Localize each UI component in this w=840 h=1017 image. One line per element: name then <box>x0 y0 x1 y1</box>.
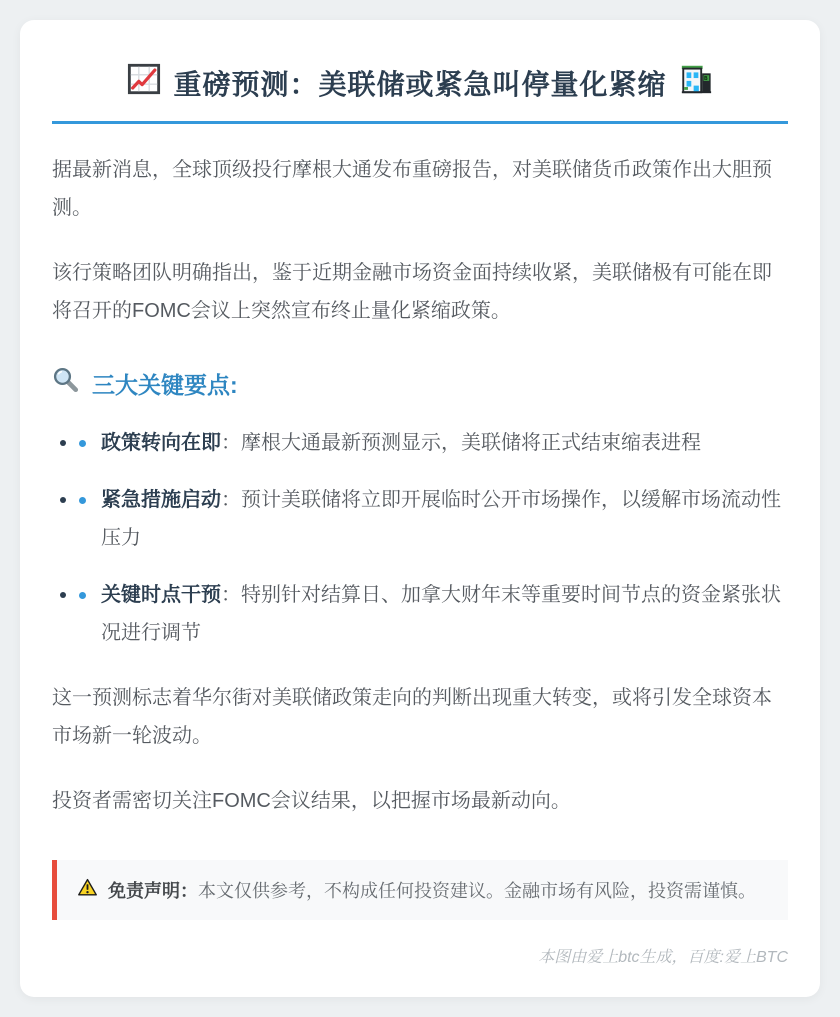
list-item-label: 紧急措施启动 <box>101 489 221 511</box>
article-card <box>20 20 820 997</box>
list-item-body: ：预计美联储将立即开展临时公开市场操作，以缓解市场流动性压力 <box>101 489 781 549</box>
svg-text:B: B <box>703 75 709 82</box>
blue-bullet-dot <box>79 440 86 447</box>
bank-building-icon <box>679 62 713 103</box>
list-item <box>52 424 788 462</box>
paragraph-strategy: 该行策略团队明确指出，鉴于近期金融市场资金面持续收紧，美联储极有可能在即将召开的FOMC会议上突然宣布终止量化紧缩政策。 <box>52 262 772 322</box>
list-item-body: ：摩根大通最新预测显示，美联储将正式结束缩表进程 <box>221 432 701 454</box>
disclaimer-body: 本文仅供参考，不构成任何投资建议。金融市场有风险，投资需谨慎。 <box>198 881 756 901</box>
list-item-body: ：特别针对结算日、加拿大财年末等重要时间节点的资金紧张状况进行调节 <box>101 584 781 644</box>
disclaimer-label: 免责声明： <box>108 881 198 901</box>
magnifying-glass-icon <box>52 366 80 400</box>
paragraph-intro: 据最新消息，全球顶级投行摩根大通发布重磅报告，对美联储货币政策作出大胆预测。 <box>52 159 772 219</box>
list-item <box>52 576 788 652</box>
section-heading-label: 三大关键要点: <box>92 371 238 398</box>
blue-bullet-dot <box>79 592 86 599</box>
list-marker-dot <box>60 440 66 446</box>
chart-increasing-icon <box>127 62 161 103</box>
list-marker-dot <box>60 592 66 598</box>
title-text: 重磅预测：美联储或紧急叫停量化紧缩 <box>173 68 667 100</box>
blue-bullet-dot <box>79 497 86 504</box>
paragraph-advice: 投资者需密切关注FOMC会议结果，以把握市场最新动向。 <box>52 790 571 812</box>
list-item-text <box>101 481 788 557</box>
key-points-list <box>52 424 788 652</box>
list-marker-dot <box>60 497 66 503</box>
card-header <box>52 50 788 124</box>
disclaimer-text <box>108 877 756 903</box>
paragraph-impact: 这一预测标志着华尔街对美联储政策走向的判断出现重大转变，或将引发全球资本市场新一轮波动。 <box>52 687 772 747</box>
watermark-credit: 本图由爱上btc生成，百度:爱上BTC <box>538 949 788 966</box>
list-item <box>52 481 788 557</box>
section-heading-key-points <box>52 366 788 400</box>
list-item-label: 关键时点干预 <box>101 584 221 606</box>
list-item-text <box>101 576 788 652</box>
list-item-text <box>101 424 701 462</box>
disclaimer-box <box>52 860 788 920</box>
page-title <box>127 62 712 103</box>
warning-icon <box>77 877 98 903</box>
list-item-label: 政策转向在即 <box>101 432 221 454</box>
